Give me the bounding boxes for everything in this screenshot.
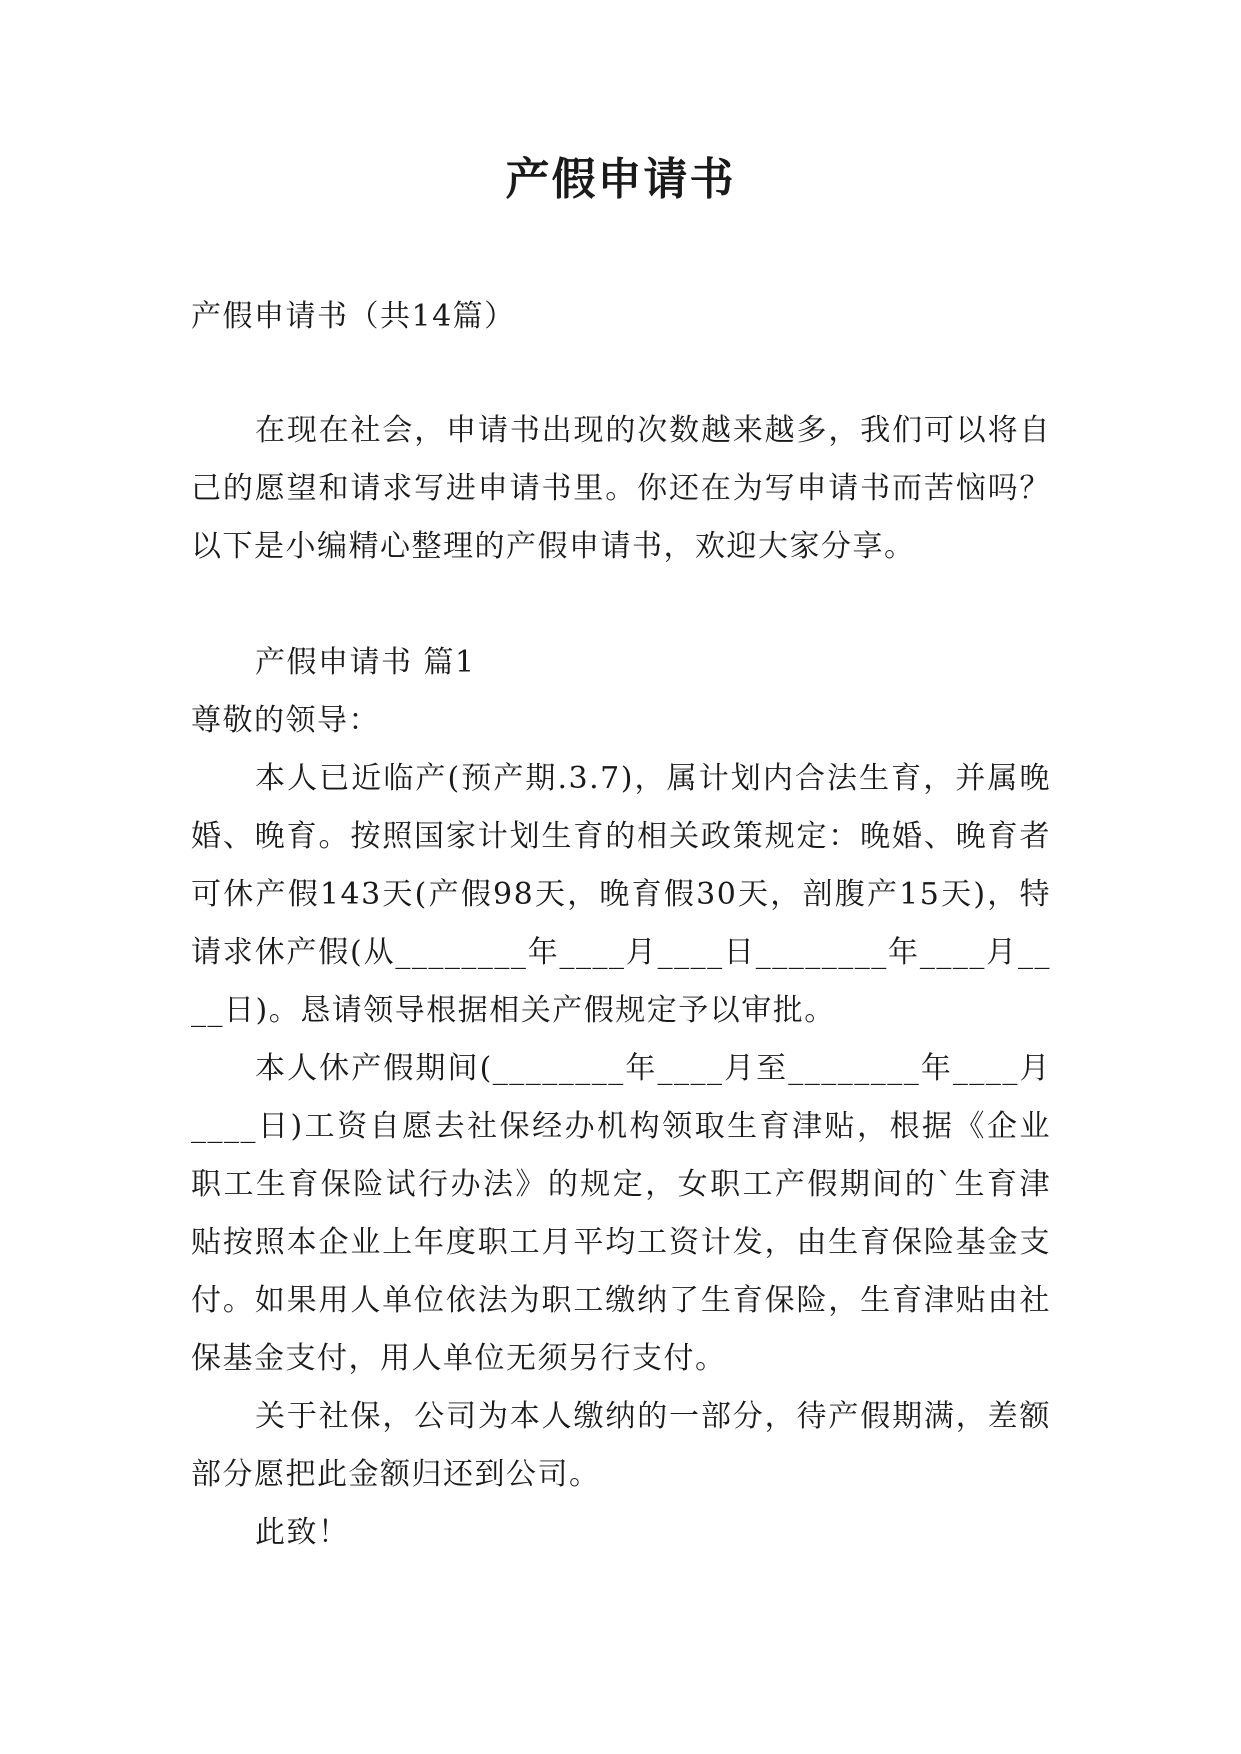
document-subtitle: 产假申请书（共14篇） [191, 299, 516, 334]
document-body [191, 288, 1051, 1562]
document-title: 产假申请书 [505, 154, 736, 205]
salutation: 尊敬的领导： [191, 703, 380, 738]
section-heading: 产假申请书 篇1 [255, 645, 476, 680]
closing: 此致！ [255, 1515, 350, 1550]
intro-paragraph: 在现在社会，申请书出现的次数越来越多，我们可以将自己的愿望和请求写进申请书里。你还在为写申请书而苦恼吗？以下是小编精心整理的产假申请书，欢迎大家分享。 [191, 413, 1051, 564]
body-paragraph: 本人已近临产(预产期.3.7)，属计划内合法生育，并属晚婚、晚育。按照国家计划生育的相关政策规定：晚婚、晚育者可休产假143天(产假98天，晚育假30天，剖腹产15天)，特请求休产假(从________年____月____日________年____月____日)。恳请领导根据相关产假规定予以审批。 [191, 761, 1051, 1028]
body-paragraph: 本人休产假期间(________年____月至________年____月____日)工资自愿去社保经办机构领取生育津贴，根据《企业职工生育保险试行办法》的规定，女职工产假期间的`生育津贴按照本企业上年度职工月平均工资计发，由生育保险基金支付。如果用人单位依法为职工缴纳了生育保险，生育津贴由社保基金支付，用人单位无须另行支付。 [191, 1051, 1051, 1376]
body-paragraph: 关于社保，公司为本人缴纳的一部分，待产假期满，差额部分愿把此金额归还到公司。 [191, 1399, 1051, 1492]
